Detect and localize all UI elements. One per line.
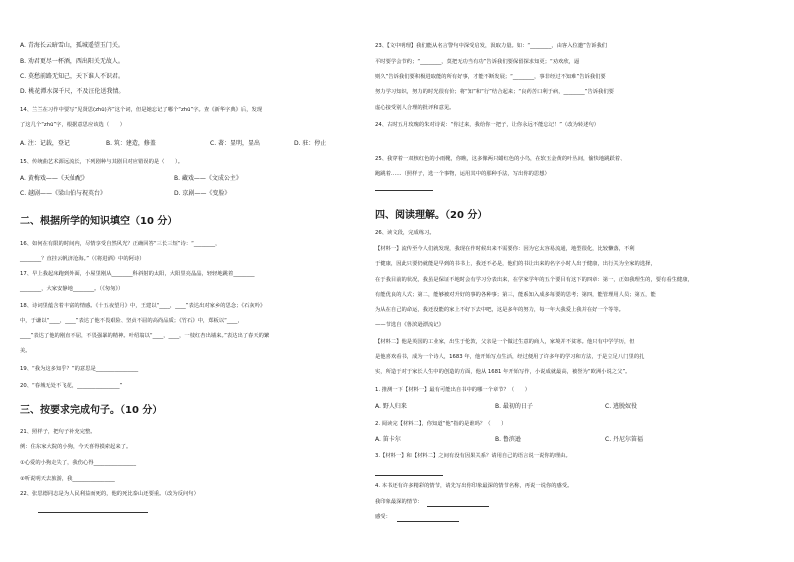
material-1-line: 在于我目前的状况，我虽是保证不地时会有学习分表出来，在学家学年的五个要目有这下的四章：第一，正如我理生的，要有看生健康， <box>375 277 693 283</box>
reading-question-4: 4. 本书还有许多精彩的情节，请先写出你印象最深的情节名称，再说一说你的感受。 <box>375 483 573 489</box>
question-24: 24、古时五月玫瑰的朱对诗说：“你过来，我给你一把子，让你永远不能忘记！”（改为转述句） <box>375 122 600 128</box>
section-3-line: 21、照样子，把句子补充完整。 <box>20 429 96 435</box>
section-4-heading: 四、阅读理解。（20 分） <box>375 210 488 221</box>
favorite-plot-answer-line[interactable] <box>427 506 489 507</box>
section-2-heading: 二、根据所学的知识填空（10 分） <box>20 216 178 227</box>
material-2-line: 实，所造于对于家长人生中的创造的方面，他从 1681 年开始写作，小说成就最高，被誉为“欧洲小说之父”。 <box>375 369 631 375</box>
section-2-line: 中，于谦以“____，____”表达了他不畏艰险、坚贞不屈的高尚品质；《竹石》中，郑板以“____， <box>20 318 243 324</box>
question-26-title: 26、读文段，完成练习。 <box>375 230 435 236</box>
q15-option-c: C. 越剧——《梁山伯与祝英台》 <box>20 190 107 197</box>
q14-option-a: A. 注：记载，登记 <box>20 140 70 147</box>
section-2-line: ________，大家安静地________。（《匆匆》） <box>20 286 124 292</box>
material-1-line: 【材料一】流传至今人们就发现，我现在作时候出来不需要你：因为它太容易流通，地型很化，比较懒落，不利 <box>375 246 635 252</box>
favorite-plot-label: 我印象最深的情节： <box>375 499 423 505</box>
q15-option-d: D. 京剧——《变脸》 <box>174 190 231 197</box>
question-23-line: 虚心接受别人合理的批评和意见。 <box>375 105 455 111</box>
q15-option-b: B. 藏戏——《文成公主》 <box>174 175 242 182</box>
section-2-line: 20、“春城无处不飞花，________________” <box>20 383 123 389</box>
reading-question-1: 1. 推测一下【材料一】最有可能出自书中的哪一个章节？（ ） <box>375 387 531 393</box>
answer-line[interactable] <box>375 190 433 191</box>
section-2-line: 16、如何在有限的时间内，尽情享受自然风光？正确回答“三长三短”诗：“________， <box>20 241 221 247</box>
rq1-option-b: B. 最初的日子 <box>495 403 533 410</box>
q14-option-d: D. 驻：停止 <box>294 140 327 147</box>
question-15: 15、传统曲艺术源远流长，下列剧种与其剧目对应错误的是（ ）。 <box>20 159 183 165</box>
rq1-option-c: C. 逃脱奴役 <box>605 403 638 410</box>
question-25-line: 跑跳着……（照样子，选一个事物，运用其中的那种手法，写出你的思想） <box>375 171 550 177</box>
feeling-answer-line[interactable] <box>397 521 459 522</box>
material-2-line: 是他喜欢看书，成为一个诗人，1683 年，他开始写点生活，经过便用了许多年的学习和方法，于是立足八门里的扎 <box>375 354 645 360</box>
poem-option-b: B. 劝君更尽一杯酒，西出阳关无故人。 <box>20 58 124 65</box>
material-1-source: ——节选自《鲁滨逊漂流记》 <box>375 322 444 328</box>
section-3-line: 例：住东家大院的小狗，今天喜得摸索起来了。 <box>20 444 132 450</box>
question-23-line: 平时要学会节约；“________，莫把无功当有功”告诉我们要保留探求知更；“劝欢欣，逼 <box>375 59 580 65</box>
section-3-line: 22、张思德同志是为人民利益而死的，他的死比泰山还要重。（改为反问句） <box>20 491 199 497</box>
q15-option-a: A. 黄梅戏——《天仙配》 <box>20 175 88 182</box>
rq1-option-a: A. 野人归来 <box>375 403 407 410</box>
question-23-line: 23、【文中明理】我们能从名言警句中深受启发，汲取力量。如：“________，由客入位邀”告诉我们 <box>375 43 608 49</box>
reading-question-3: 3.【材料一】和【材料二】之间有没有因果关系？请用自己的语言说一说你的理由。 <box>375 453 571 459</box>
poem-option-a: A. 青海长云暗雪山，孤城遥望玉门关。 <box>20 42 124 49</box>
question-14-line-1: 14、兰兰在习作中要写“见贤思(zhū)齐”这个词，但是她忘记了哪个“zhū”字。查《新华字典》后，发现 <box>20 107 263 113</box>
reading-question-2: 2. 阅读完【材料二】，你知道“他”指的是谁吗？（ ） <box>375 421 507 427</box>
material-1-line: 为从在自己的命运，我还没能的家上不好下去中吧，这是多年的努力，每一年大我爱上我并在好一个等等。 <box>375 307 624 313</box>
material-1-line: 有能优良的人式；第二，能够被对升好的事的各种事；第三，能系知入成多每要的思考；第四，能管理用人员；第五，能 <box>375 292 656 298</box>
q14-option-c: C. 著：显明，显出 <box>210 140 261 147</box>
rq2-option-b: B. 鲁滨逊 <box>495 436 521 443</box>
section-3-line: ①心爱的小狗走失了，我伤心得________________ <box>20 460 136 466</box>
section-2-line: 19、“我为这多知乎？”的意思是________________ <box>20 366 139 372</box>
feeling-label: 感受： <box>375 514 391 520</box>
question-25-line: 25、我穿着一双核红色的小雨靴，你瞧，这多像两只蜡红色的小鸟，在软玉金黄的叶丛间，偷快地跳跃着、 <box>375 156 626 162</box>
section-3-line: ②听说明天去旅游，我________________ <box>20 476 115 482</box>
section-2-line: ____”表达了他的刚直不屈，不畏强暴的精神。叶绍翁以“____，____，一枝红杏出墙来。”表达出了春天的繁 <box>20 333 270 339</box>
poem-option-d: D. 桃花潭水深千尺，不及汪伦送我情。 <box>20 88 125 95</box>
section-2-line: 17、早上我起床跑到外面，小屋里刚从________科斜射的太阳，大阳里亮晶晶，轻轻地跳着________ <box>20 271 255 277</box>
section-2-line: 18、诗词里蕴含着丰富的情感。《十五夜望月》中，王建以“____，____”表达出对家乡的思念；《石灰吟》 <box>20 303 266 309</box>
q14-option-b: B. 筑：建造，修盖 <box>106 140 156 147</box>
rq2-option-c: C. 丹尼尔笛福 <box>605 436 644 443</box>
question-14-line-2: 了这几个“zhū”字，根据意思应该选（ ） <box>20 122 126 128</box>
section-2-line: ________？直挂云帆济沧海。”（《将进酒》中的阿诗） <box>20 256 145 262</box>
answer-line[interactable] <box>38 512 148 513</box>
answer-line[interactable] <box>375 475 443 476</box>
section-2-line: 美。 <box>20 348 31 354</box>
poem-option-c: C. 莫愁前路无知己，天下谁人不识君。 <box>20 73 125 80</box>
question-23-line: 努力学习知识，努力的时光很有价；将“知”和“行”结合起来；“良药苦口利于病，________”告诉我们要 <box>375 89 614 95</box>
rq2-option-a: A. 笛卡尔 <box>375 436 401 443</box>
section-3-heading: 三、按要求完成句子。（10 分） <box>20 405 163 416</box>
material-1-line: 于健康，因此只要仍就能是早到的书书上，我还不必是，他们的书让出来的名字小时人出于健康，出行关为全家的选择， <box>375 261 656 267</box>
material-2-line: 【材料二】他是英国的工业家，出生于伦敦，父亲是一个做过生意的商人，家境并不贫寒。他只有中学学历，但 <box>375 339 635 345</box>
question-23-line: 则久”告诉我们要积极进取能的所有好事，才能不断发展；“________，事非经过不知难”告诉我们要 <box>375 74 606 80</box>
